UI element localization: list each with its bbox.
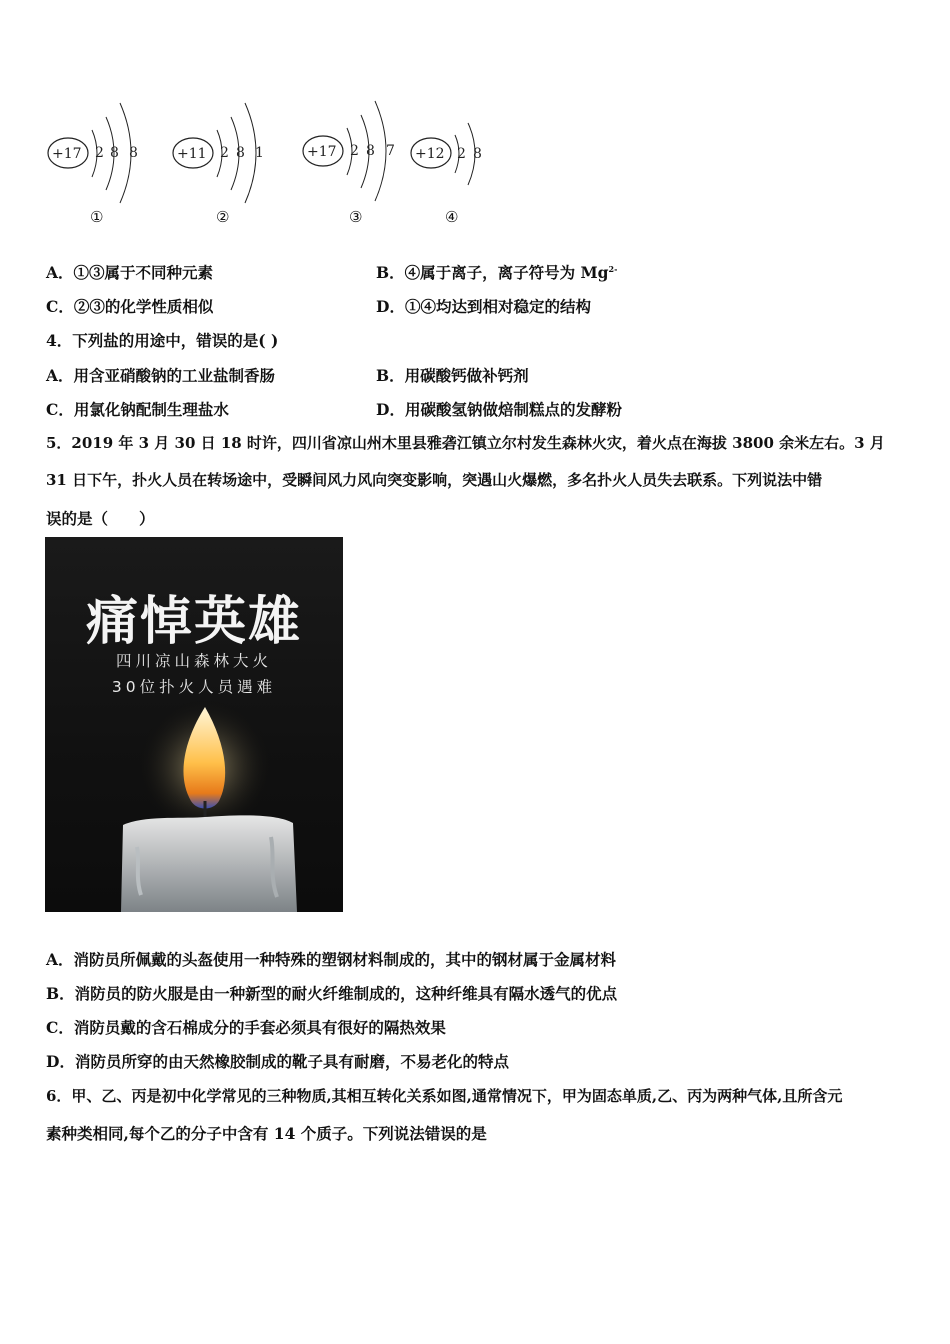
q6-stem-line-2: 素种类相同,每个乙的分子中含有 14 个质子。下列说法错误的是: [46, 1124, 487, 1143]
atom-1: [48, 103, 138, 203]
poster-line-2: 30位扑火人员遇难: [111, 678, 277, 696]
atom-4-label: ④: [445, 208, 459, 226]
poster-title: 痛悼英雄: [85, 592, 302, 652]
atom-2-shell-3: 1: [255, 145, 264, 161]
q4-option-d: D．用碳酸氢钠做焙制糕点的发酵粉: [376, 400, 622, 419]
atom-2: [173, 103, 264, 203]
atom-3-shell-2: 8: [366, 143, 375, 159]
atom-3-label: ③: [349, 208, 363, 226]
atom-2-shell-2: 8: [236, 145, 245, 161]
q5-option-a: A．消防员所佩戴的头盔使用一种特殊的塑钢材料制成的，其中的钢材属于金属材料: [46, 950, 617, 969]
ion-charge-superscript: 2-: [608, 263, 618, 274]
memorial-poster: [45, 537, 343, 912]
q5-option-c: C．消防员戴的含石棉成分的手套必须具有很好的隔热效果: [46, 1018, 446, 1037]
q5-stem-line-3: 误的是（ ）: [46, 509, 155, 528]
atom-3-nucleus: +17: [307, 144, 337, 160]
q3-option-a: A．①③属于不同种元素: [46, 263, 214, 282]
atom-4-shell-1: 2: [457, 146, 466, 162]
q4-option-b: B．用碳酸钙做补钙剂: [376, 366, 529, 385]
q6-stem-line-1: 6．甲、乙、丙是初中化学常见的三种物质,其相互转化关系如图,通常情况下，甲为固态单质,乙、丙为两种气体,且所含元: [46, 1087, 843, 1105]
atom-1-nucleus: +17: [52, 146, 82, 162]
q4-option-c: C．用氯化钠配制生理盐水: [46, 400, 229, 419]
q3-option-b: B．④属于离子，离子符号为 $Mg^{2-}$: [376, 263, 618, 282]
atom-2-nucleus: +11: [177, 146, 207, 162]
atom-3: [303, 101, 395, 201]
atom-3-shell-1: 2: [350, 143, 359, 159]
atom-1-shell-3: 8: [129, 145, 138, 161]
candle-illustration: [45, 697, 343, 912]
atom-2-label: ②: [216, 208, 230, 226]
atom-2-shell-1: 2: [220, 145, 229, 161]
atom-4: [411, 123, 482, 185]
atom-diagrams: [40, 95, 500, 235]
q4-stem: 4．下列盐的用途中，错误的是( ): [46, 331, 279, 350]
atom-4-shell-2: 8: [473, 146, 482, 162]
q4-option-a: A．用含亚硝酸钠的工业盐制香肠: [46, 366, 276, 385]
q5-option-b: B．消防员的防火服是由一种新型的耐火纤维制成的，这种纤维具有隔水透气的优点: [46, 984, 618, 1003]
atom-1-shell-2: 8: [110, 145, 119, 161]
q5-option-d: D．消防员所穿的由天然橡胶制成的靴子具有耐磨，不易老化的特点: [46, 1052, 509, 1071]
atom-1-label: ①: [90, 208, 104, 226]
q5-stem-line-1: 5．2019 年 3 月 30 日 18 时许，四川省凉山州木里县雅砻江镇立尔村发生森林火灾，着火点在海拔 3800 余米左右。3 月: [46, 434, 885, 452]
q5-stem-line-2: 31 日下午，扑火人员在转场途中，受瞬间风力风向突变影响，突遇山火爆燃，多名扑火人员失去联系。下列说法中错: [46, 471, 823, 489]
atom-4-nucleus: +12: [415, 146, 445, 162]
atom-1-shell-1: 2: [95, 145, 104, 161]
q3-option-c: C．②③的化学性质相似: [46, 297, 214, 316]
poster-line-1: 四川凉山森林大火: [115, 652, 272, 670]
atom-3-shell-3: 7: [386, 143, 395, 159]
q3-option-d: D．①④均达到相对稳定的结构: [376, 297, 591, 316]
